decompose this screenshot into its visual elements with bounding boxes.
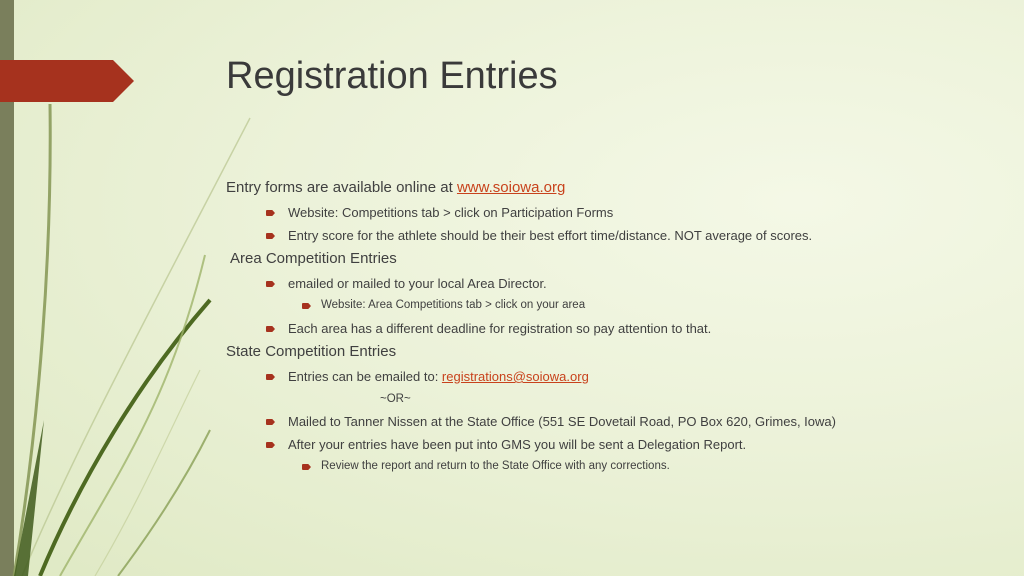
soiowa-website-link[interactable]: www.soiowa.org [456,179,566,196]
state-email-item [288,369,589,384]
area-website-subitem: Website: Area Competitions tab > click on your area [321,299,586,311]
bullet-arrow-icon [302,303,311,309]
bullet-arrow-icon [266,374,275,380]
bullet-arrow-icon [266,326,275,332]
bullet-arrow-icon [302,464,311,470]
intro-text: Entry forms are available online at [226,179,457,196]
state-gms-item: After your entries have been put into GMS you will be sent a Delegation Report. [288,437,747,452]
decorative-leaf-lines [0,0,260,576]
bullet-arrow-icon [266,281,275,287]
area-emailed-item: emailed or mailed to your local Area Director. [288,276,547,291]
bullet-arrow-icon [266,233,275,239]
area-deadline-item: Each area has a different deadline for registration so pay attention to that. [288,321,712,336]
state-review-subitem: Review the report and return to the State Office with any corrections. [321,460,670,472]
state-heading: State Competition Entries [226,343,397,360]
website-competitions-item: Website: Competitions tab > click on Participation Forms [288,205,614,220]
slide-title: Registration Entries [226,55,558,97]
bullet-arrow-icon [266,419,275,425]
registrations-email-link[interactable]: registrations@soiowa.org [441,369,589,384]
intro-line [226,179,565,196]
or-separator: ~OR~ [380,393,411,405]
bullet-arrow-icon [266,210,275,216]
state-email-text: Entries can be emailed to: [288,369,442,384]
bullet-arrow-icon [266,442,275,448]
area-heading: Area Competition Entries [230,250,397,267]
state-mail-item: Mailed to Tanner Nissen at the State Office (551 SE Dovetail Road, PO Box 620, Grimes, Iowa) [288,414,836,429]
entry-score-item: Entry score for the athlete should be their best effort time/distance. NOT average of scores. [288,228,813,243]
